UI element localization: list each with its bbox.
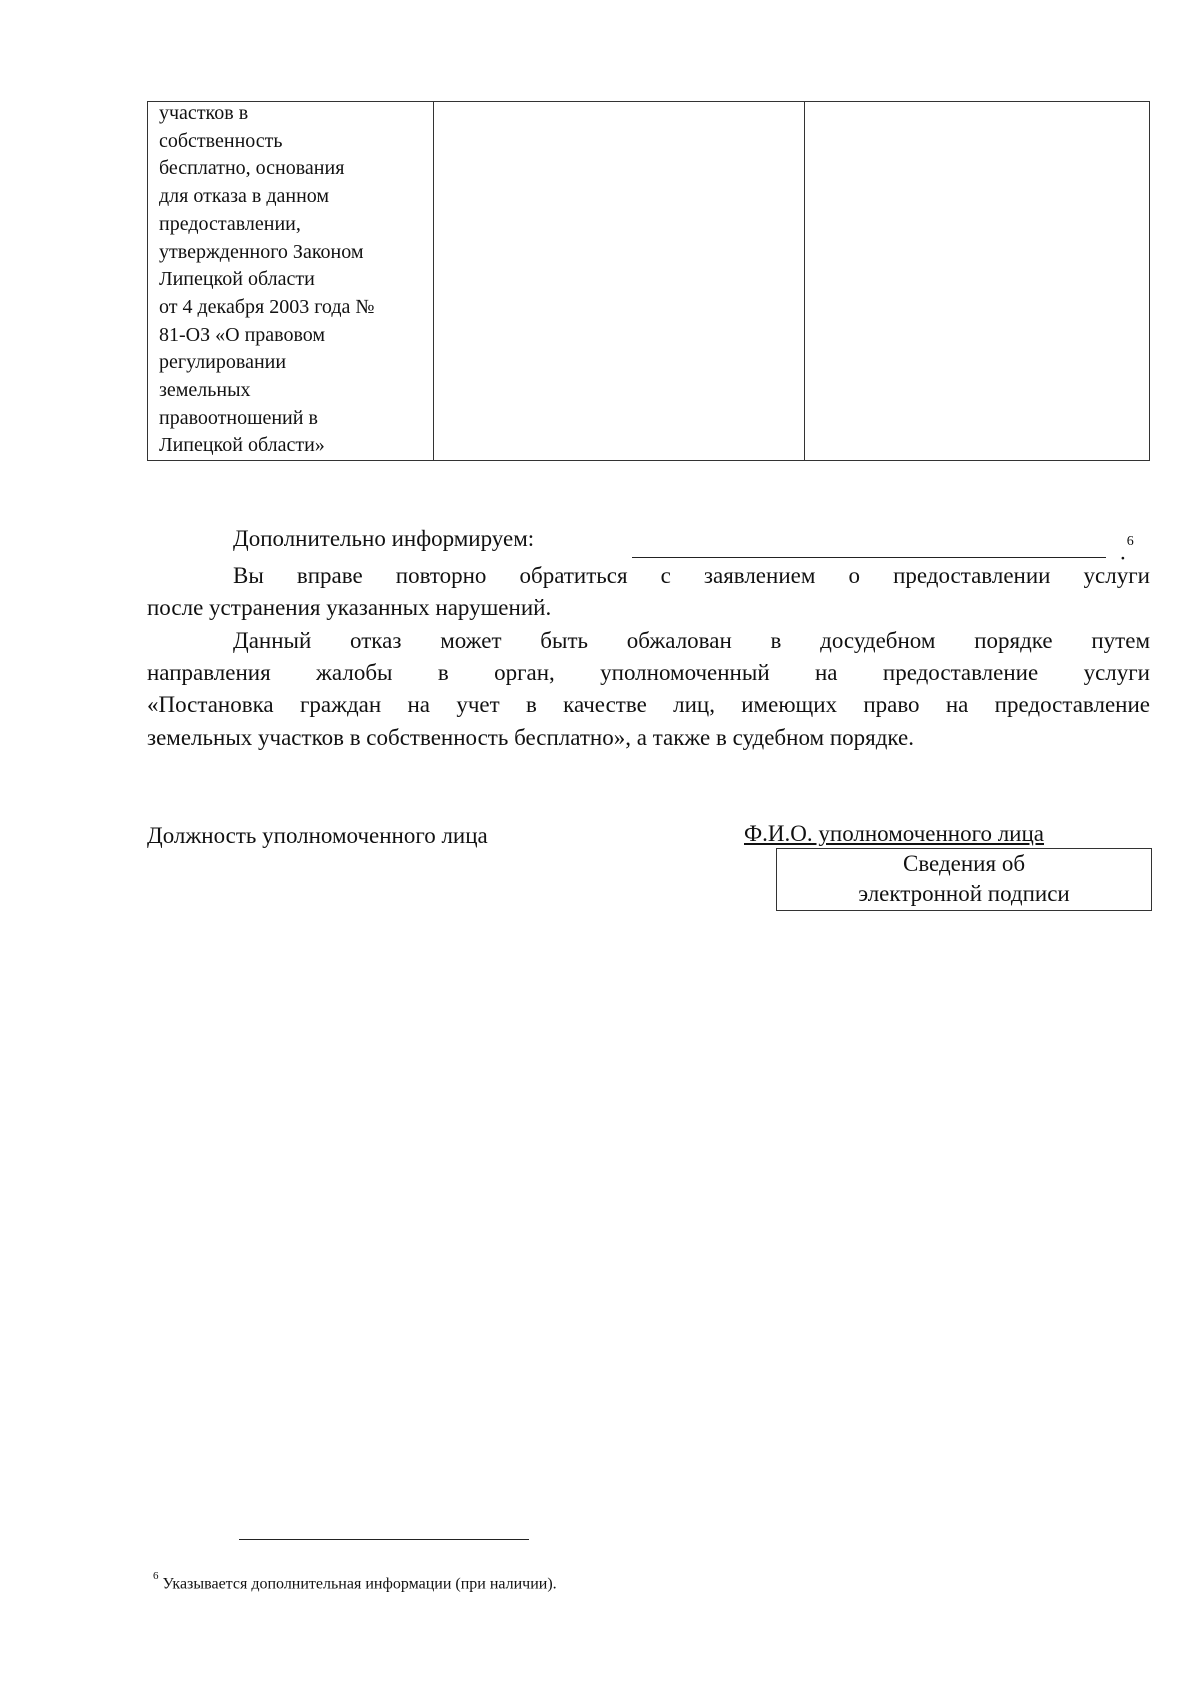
grounds-line: собственность xyxy=(159,129,283,152)
grounds-line: 81-ОЗ «О правовом xyxy=(159,323,326,346)
e-signature-line: Сведения об xyxy=(902,851,1026,876)
grounds-line: Липецкой области xyxy=(159,268,315,291)
official-name-label: Ф.И.О. уполномоченного лица xyxy=(744,821,1045,846)
footnote-number: 6 xyxy=(153,1570,159,1582)
grounds-line: утвержденного Законом xyxy=(159,240,364,263)
additional-info xyxy=(233,523,1153,555)
e-signature-line: электронной подписи xyxy=(858,881,1070,906)
additional-info-label: Дополнительно информируем: xyxy=(233,526,535,551)
paragraph-line: после устранения указанных нарушений. xyxy=(147,595,552,621)
table-cell-grounds xyxy=(148,102,434,461)
table-row xyxy=(148,102,1150,461)
grounds-line: от 4 декабря 2003 года № xyxy=(159,295,375,318)
grounds-line: регулировании xyxy=(159,351,287,374)
paragraph-line: «Постановка граждан на учет в качестве лиц, имеющих право на предоставление xyxy=(147,692,1150,718)
end-dot: . xyxy=(1120,539,1126,565)
table-cell-reason xyxy=(434,102,805,461)
grounds-line: бесплатно, основания xyxy=(159,157,345,180)
footnote-text: Указывается дополнительная информации (при наличии). xyxy=(162,1575,557,1593)
footnote xyxy=(153,1568,557,1595)
grounds-text xyxy=(148,100,433,460)
paragraph-line: Данный отказ может быть обжалован в досудебном порядке путем xyxy=(233,628,1150,653)
official-position-label: Должность уполномоченного лица xyxy=(147,823,488,848)
paragraph-line: Вы вправе повторно обратиться с заявлением о предоставлении услуги xyxy=(233,563,1150,588)
grounds-table xyxy=(147,101,1150,461)
footnote-ref: 6 xyxy=(1126,534,1134,549)
e-signature-box xyxy=(776,848,1152,911)
grounds-line: для отказа в данном xyxy=(159,185,330,208)
paragraph-line: земельных участков в собственность бесплатно», а также в судебном порядке. xyxy=(147,724,914,750)
paragraph-repeat xyxy=(147,560,1150,624)
grounds-line: земельных xyxy=(159,379,251,402)
grounds-line: Липецкой области» xyxy=(159,434,325,457)
grounds-line: правоотношений в xyxy=(159,406,318,429)
grounds-line: участков в xyxy=(159,102,249,124)
paragraph-line: направления жалобы в орган, уполномоченный на предоставление услуги xyxy=(147,660,1150,686)
paragraph-appeal xyxy=(147,625,1150,754)
grounds-line: предоставлении, xyxy=(159,212,301,235)
table-cell-explanation xyxy=(805,102,1150,461)
additional-info-blank xyxy=(632,557,1106,558)
footnote-separator xyxy=(239,1539,529,1540)
